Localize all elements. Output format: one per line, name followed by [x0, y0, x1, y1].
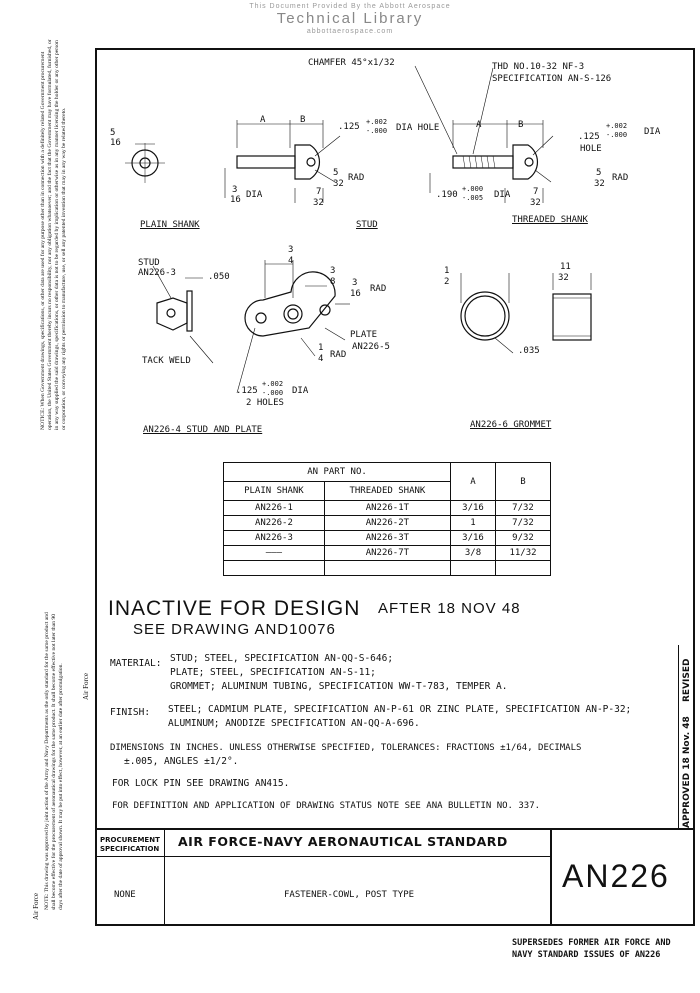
cell-plain: AN226-2	[224, 516, 325, 531]
two-holes-label: 2 HOLES	[246, 398, 284, 408]
stud-rad-five: 5	[333, 168, 339, 178]
material-stud: STUD; STEEL, SPECIFICATION AN-QQ-S-646;	[170, 653, 394, 664]
table-row	[224, 546, 551, 561]
holes-tol-dn: -.000	[262, 389, 284, 397]
finish-aluminum: ALUMINUM; ANODIZE SPECIFICATION AN-QQ-A-696.	[168, 718, 420, 729]
stud-tol-up: +.002	[366, 118, 388, 126]
stud-callout: STUD	[138, 258, 160, 268]
threaded-shank-caption: THREADED SHANK	[512, 215, 588, 225]
cell-a: 3/16	[451, 531, 496, 546]
grommet-end-view	[461, 292, 509, 340]
tolerances-note: ±.005, ANGLES ±1/2°.	[124, 756, 239, 767]
cell-b: 11/32	[496, 546, 551, 561]
threaded-rad-32: 32	[594, 179, 605, 189]
plain-shank-caption: PLAIN SHANK	[140, 220, 200, 230]
frac-3-4-den: 4	[288, 256, 294, 266]
material-plate: PLATE; STEEL, SPECIFICATION AN-S-11;	[170, 667, 376, 678]
tack-weld-label: TACK WELD	[142, 356, 191, 366]
plain-shank-five: 5	[110, 128, 116, 138]
revision-divider	[678, 645, 679, 830]
watermark-url: abbottaerospace.com	[306, 28, 394, 35]
stud-center	[284, 305, 302, 323]
threaded-shank	[453, 156, 513, 168]
stud-hole-dia: .125	[338, 122, 360, 132]
stud-plate-caption: AN226-4 STUD AND PLATE	[143, 425, 263, 435]
frac-3-8-num: 3	[330, 266, 336, 276]
drawing-number: AN226	[562, 858, 670, 894]
standard-title: AIR FORCE-NAVY AERONAUTICAL STANDARD	[178, 834, 508, 849]
procurement-label-1: PROCUREMENT	[100, 836, 160, 844]
approved-label: APPROVED 18 Nov. 48	[682, 716, 692, 828]
threaded-hole-dia: .125	[578, 132, 600, 142]
threaded-dia-label: DIA	[644, 127, 661, 137]
cell-plain: AN226-3	[224, 531, 325, 546]
finish-steel: STEEL; CADMIUM PLATE, SPECIFICATION AN-P-61 OR ZINC PLATE, SPECIFICATION AN-P-32;	[168, 704, 632, 715]
stud-tol-dn: -.000	[366, 127, 388, 135]
cell-b	[496, 561, 551, 576]
grommet-caption: AN226-6 GROMMET	[470, 420, 552, 430]
chamfer-label: CHAMFER 45°x1/32	[308, 58, 395, 68]
cell-a: 3/8	[451, 546, 496, 561]
part-title: FASTENER-COWL, POST TYPE	[284, 890, 415, 900]
stud-dia-label: DIA	[246, 190, 263, 200]
table-header-a: A	[451, 463, 496, 501]
cell-threaded: AN226-1T	[324, 501, 450, 516]
title-block-div-1	[164, 828, 165, 926]
cell-plain: ———	[224, 546, 325, 561]
threaded-hole-label: HOLE	[580, 144, 602, 154]
threaded-seven: 7	[533, 187, 539, 197]
threaded-shank-tol-dn: -.005	[462, 194, 484, 202]
grommet-half-den: 2	[444, 277, 450, 287]
cell-a: 1	[451, 516, 496, 531]
approval-margin-note: NOTE: This drawing was approved by joint action of the Army and Navy Departments as the only standard for the same product and shall become effective for the procurement of aeronautical drawings for the same product. It shall become effective not later than 90 days after the date of approval shown. It may be put into effect, however, at an earlier date after promulgation.	[44, 612, 64, 910]
plate-sixteen: 16	[350, 289, 361, 299]
cell-b: 7/32	[496, 516, 551, 531]
stud-dia-hole-label: DIA HOLE	[396, 123, 440, 133]
frac-3-8-den: 8	[330, 277, 336, 287]
threaded-tol-dn: -.000	[606, 131, 628, 139]
see-drawing: SEE DRAWING AND10076	[133, 621, 336, 638]
grommet-035: .035	[518, 346, 540, 356]
threaded-rad: RAD	[612, 173, 629, 183]
watermark-top-text: This Document Provided By the Abbott Aerospace	[249, 3, 451, 10]
threaded-shank-dia: .190	[436, 190, 458, 200]
table-header-b: B	[496, 463, 551, 501]
supersedes-line-2: NAVY STANDARD ISSUES OF AN226	[512, 950, 661, 960]
title-block-top	[95, 828, 695, 830]
air-force-label-2: Air Force	[32, 892, 40, 920]
grommet-32-den: 32	[558, 273, 569, 283]
cell-a: 3/16	[451, 501, 496, 516]
frac-3-4-num: 3	[288, 245, 294, 255]
cell-plain	[224, 561, 325, 576]
stud-rad: RAD	[348, 173, 365, 183]
stud-dia-three: 3	[232, 185, 238, 195]
definition-note: FOR DEFINITION AND APPLICATION OF DRAWING STATUS NOTE SEE ANA BULLETIN NO. 337.	[112, 801, 541, 811]
frac-1-4-rad: RAD	[330, 350, 347, 360]
material-grommet: GROMMET; ALUMINUM TUBING, SPECIFICATION WW-T-783, TEMPER A.	[170, 681, 508, 692]
stud-dim-b: B	[300, 115, 306, 125]
notice-margin-text: NOTICE: When Government drawings, specifications, or other data are used for any purpose other than in connection with a definitely related Government procurement operation, the United States Government thereby incurs no responsibility, nor any obligation whatsoever; and the fact that the Government may have formulated, furnished, or in any way supplied the said drawings, specifications, or other data is not to be regarded by implication or otherwise as in any manner licensing the holder or any other person or corporation, or conveying any rights or permission to manufacture, use, or sell any patented invention that may in any way be related thereto.	[40, 39, 67, 430]
watermark-title: Technical Library	[276, 10, 424, 27]
table-row	[224, 501, 551, 516]
threaded-dia-label-2: DIA	[494, 190, 511, 200]
threaded-seven-32: 32	[530, 198, 541, 208]
title-block-div-2	[550, 828, 552, 926]
grommet-half-num: 1	[444, 266, 450, 276]
thread-label: THD NO.10-32 NF-3	[492, 62, 585, 72]
cell-plain: AN226-1	[224, 501, 325, 516]
supersedes-line-1: SUPERSEDES FORMER AIR FORCE AND	[512, 938, 671, 948]
table-row	[224, 561, 551, 576]
threaded-shank-tol-up: +.000	[462, 185, 484, 193]
stud-rad-32: 32	[333, 179, 344, 189]
plate-plan-view	[245, 272, 335, 336]
holes-tol-up: +.002	[262, 380, 284, 388]
stud-caption: STUD	[356, 220, 378, 230]
threaded-dim-a: A	[476, 120, 482, 130]
table-header-plain-shank: PLAIN SHANK	[224, 482, 325, 501]
dimensions-note: DIMENSIONS IN INCHES. UNLESS OTHERWISE SPECIFIED, TOLERANCES: FRACTIONS ±1/64, DECIMALS	[110, 743, 582, 753]
lock-pin-note: FOR LOCK PIN SEE DRAWING AN415.	[112, 778, 290, 789]
plate-rad: RAD	[370, 284, 387, 294]
inactive-after-date: AFTER 18 NOV 48	[378, 600, 521, 617]
table-row	[224, 531, 551, 546]
dim-050: .050	[208, 272, 230, 282]
table-header-an-part: AN PART NO.	[224, 463, 451, 482]
cell-threaded: AN226-2T	[324, 516, 450, 531]
cell-b: 7/32	[496, 501, 551, 516]
plate-label: PLATE	[350, 330, 378, 340]
stud-seven: 7	[316, 187, 322, 197]
holes-dia-label: DIA	[292, 386, 309, 396]
plate-three: 3	[352, 278, 358, 288]
stud-plate-side	[157, 298, 187, 330]
threaded-tol-up: +.002	[606, 122, 628, 130]
finish-label: FINISH:	[110, 707, 151, 718]
threaded-dim-b: B	[518, 120, 524, 130]
threaded-rad-five: 5	[596, 168, 602, 178]
grommet-11-num: 11	[560, 262, 571, 272]
table-row	[224, 516, 551, 531]
stud-shank	[237, 156, 295, 168]
procurement-value: NONE	[114, 890, 136, 900]
stud-seven-32: 32	[313, 198, 324, 208]
holes-dia: .125	[236, 386, 258, 396]
an226-3-callout: AN226-3	[138, 268, 176, 278]
material-label: MATERIAL:	[110, 658, 162, 669]
cell-threaded: AN226-7T	[324, 546, 450, 561]
cell-threaded	[324, 561, 450, 576]
thread-spec-label: SPECIFICATION AN-S-126	[492, 74, 612, 84]
stud-dia-16: 16	[230, 195, 241, 205]
stud-dim-a: A	[260, 115, 266, 125]
frac-1-4-num: 1	[318, 343, 324, 353]
cell-b: 9/32	[496, 531, 551, 546]
air-force-label-1: Air Force	[82, 672, 90, 700]
table-header-threaded-shank: THREADED SHANK	[324, 482, 450, 501]
cell-threaded: AN226-3T	[324, 531, 450, 546]
inactive-status: INACTIVE FOR DESIGN	[108, 597, 361, 620]
plain-shank-sixteen: 16	[110, 138, 121, 148]
part-number-table	[223, 462, 551, 576]
grommet-side-view	[553, 294, 591, 340]
plate-edge	[187, 291, 192, 331]
frac-1-4-den: 4	[318, 354, 324, 364]
revised-label: REVISED	[682, 658, 692, 702]
cell-a	[451, 561, 496, 576]
an226-5-label: AN226-5	[352, 342, 390, 352]
engineering-drawings	[95, 48, 695, 468]
procurement-label-2: SPECIFICATION	[100, 845, 160, 853]
